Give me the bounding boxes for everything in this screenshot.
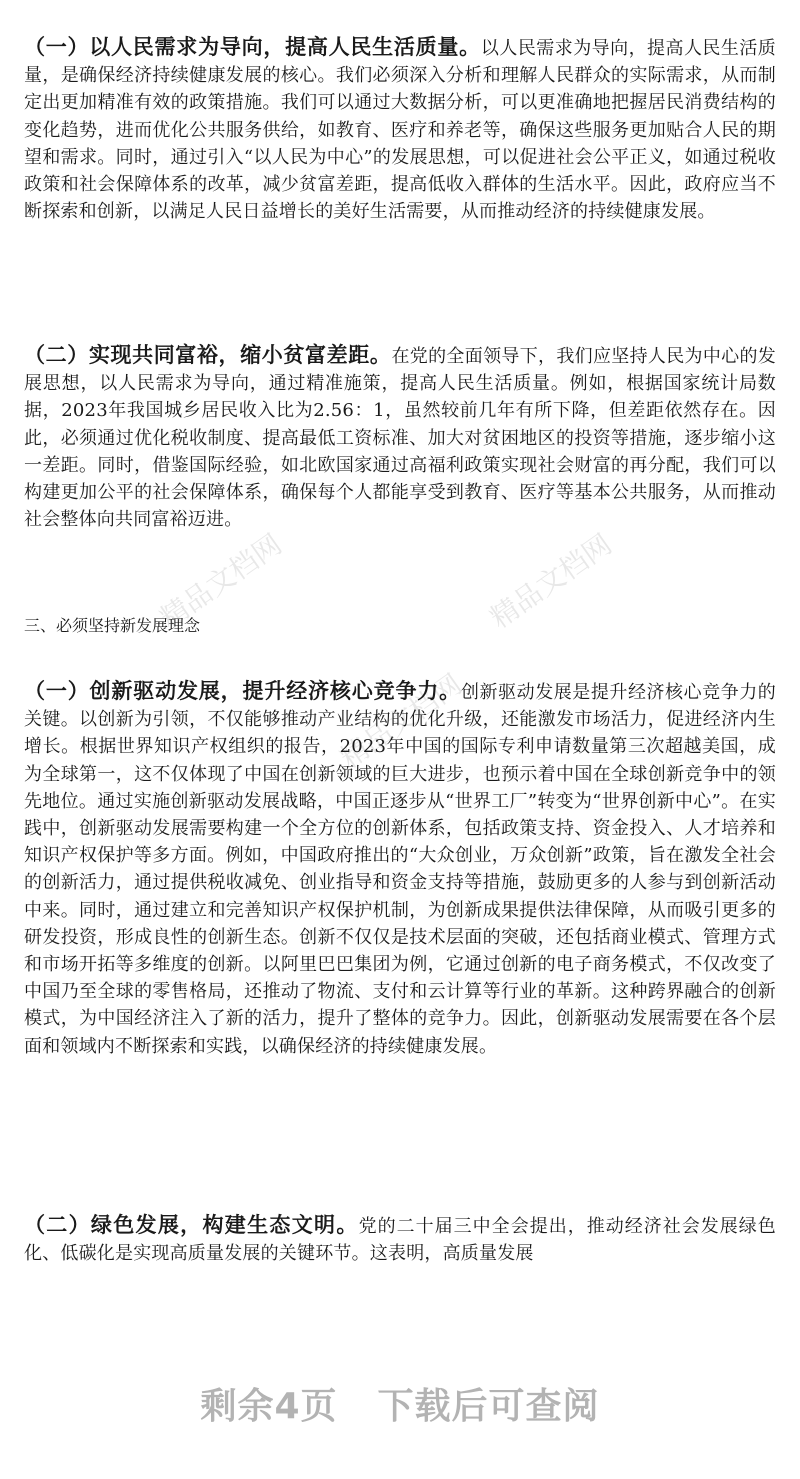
download-prompt-text: 下载后可查阅: [377, 1386, 600, 1427]
paragraph-heading: （一）以人民需求为导向，提高人民生活质量。: [24, 35, 481, 59]
paragraph-body: 以人民需求为导向，提高人民生活质量，是确保经济持续健康发展的核心。我们必须深入分析和理解人民群众的实际需求，从而制定出更加精准有效的政策措施。我们可以通过大数据分析，可以更准确地把握居民消费结构的变化趋势，进而优化公共服务供给，如教育、医疗和养老等，确保这些服务更加贴合人民的期望和需求。同时，通过引入“以人民为中心”的发展思想，可以促进社会公平正义，如通过税收政策和社会保障体系的改革，减少贫富差距，提高低收入群体的生活水平。因此，政府应当不断探索和创新，以满足人民日益增长的美好生活需要，从而推动经济的持续健康发展。: [24, 38, 776, 223]
paragraph-heading: （二）绿色发展，构建生态文明。: [24, 1213, 359, 1237]
paragraph-green-development: [24, 1212, 776, 1267]
download-banner[interactable]: [0, 1378, 800, 1429]
paragraph-innovation: [24, 678, 776, 1060]
paragraph-body: 创新驱动发展是提升经济核心竞争力的关键。以创新为引领，不仅能够推动产业结构的优化升级，还能激发市场活力，促进经济内生增长。根据世界知识产权组织的报告，2023年中国的国际专利申请数量第三次超越美国，成为全球第一，这不仅体现了中国在创新领域的巨大进步，也预示着中国在全球创新竞争中的领先地位。通过实施创新驱动发展战略，中国正逐步从“世界工厂”转变为“世界创新中心”。在实践中，创新驱动发展需要构建一个全方位的创新体系，包括政策支持、资金投入、人才培养和知识产权保护等多方面。例如，中国政府推出的“大众创业，万众创新”政策，旨在激发全社会的创新活力，通过提供税收减免、创业指导和资金支持等措施，鼓励更多的人参与到创新活动中来。同时，通过建立和完善知识产权保护机制，为创新成果提供法律保障，从而吸引更多的研发投资，形成良性的创新生态。创新不仅仅是技术层面的突破，还包括商业模式、管理方式和市场开拓等多维度的创新。以阿里巴巴集团为例，它通过创新的电子商务模式，不仅改变了中国乃至全球的零售格局，还推动了物流、支付和云计算等行业的革新。这种跨界融合的创新模式，为中国经济注入了新的活力，提升了整体的竞争力。因此，创新驱动发展需要在各个层面和领域内不断探索和实践，以确保经济的持续健康发展。: [24, 682, 776, 1057]
paragraph-heading: （一）创新驱动发展，提升经济核心竞争力。: [24, 679, 461, 703]
section-title: 三、必须坚持新发展理念: [24, 616, 201, 635]
paragraph-common-prosperity: [24, 342, 776, 533]
watermark: 精品文档网: [154, 527, 288, 635]
paragraph-heading: （二）实现共同富裕，缩小贫富差距。: [24, 343, 392, 367]
paragraph-body: 在党的全面领导下，我们应坚持人民为中心的发展思想，以人民需求为导向，通过精准施策，提高人民生活质量。例如，根据国家统计局数据，2023年我国城乡居民收入比为2.56：1，虽然较前几年有所下降，但差距依然存在。因此，必须通过优化税收制度、提高最低工资标准、加大对贫困地区的投资等措施，逐步缩小这一差距。同时，借鉴国际经验，如北欧国家通过高福利政策实现社会财富的再分配，我们可以构建更加公平的社会保障体系，确保每个人都能享受到教育、医疗等基本公共服务，从而推动社会整体向共同富裕迈进。: [24, 346, 777, 531]
watermark: 精品文档网: [484, 527, 618, 635]
watermark: 精品文档网: [334, 667, 468, 775]
paragraph-body: 党的二十届三中全会提出，推动经济社会发展绿色化、低碳化是实现高质量发展的关键环节。这表明，高质量发展: [24, 1216, 776, 1265]
paragraph-people-needs: [24, 34, 776, 225]
remaining-pages-text: 剩余4页: [200, 1386, 338, 1427]
